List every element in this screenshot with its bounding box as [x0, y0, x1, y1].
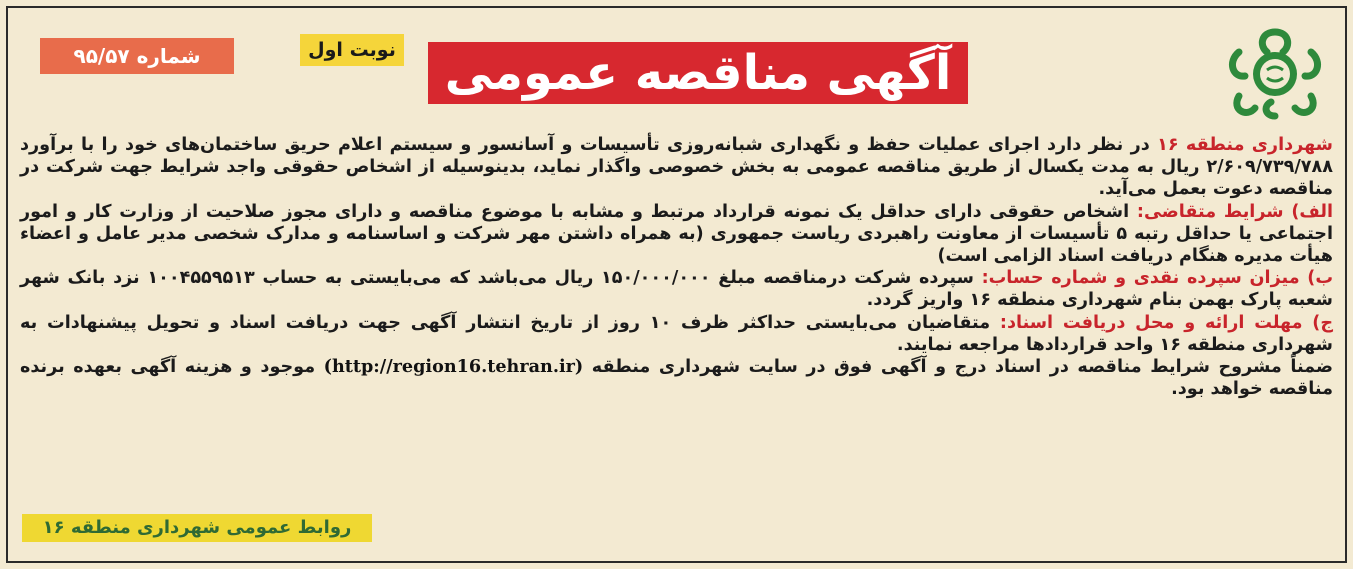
notice-title: آگهی مناقصه عمومی: [444, 45, 952, 101]
section-heading: ج) مهلت ارائه و محل دریافت اسناد:: [999, 312, 1334, 333]
publication-round-badge: نوبت اول: [300, 34, 404, 66]
intro-text: در نظر دارد اجرای عملیات حفظ و نگهداری شبانه‌روزی تأسیسات و آسانسور و سیستم اعلام حریق ساختمان‌های خود را با برآورد ۲/۶۰۹/۷۳۹/۷۸۸ ریال به مدت یکسال از طریق مناقصه عمومی به بخش خصوصی واگذار نماید، بدینوسیله از اشخاص حقوقی واجد شرایط جهت شرکت در مناقصه دعوت بعمل می‌آید.: [20, 135, 1333, 200]
section-heading: ب) میزان سپرده نقدی و شماره حساب:: [981, 268, 1334, 289]
tehran-municipality-logo-icon: [1219, 26, 1331, 122]
title-banner: [428, 42, 968, 104]
notice-number-badge: شماره ۹۵/۵۷: [40, 38, 234, 74]
notice-body: [20, 134, 1333, 400]
section-deadline: [20, 312, 1333, 356]
org-name: شهرداری منطقه ۱۶: [1157, 135, 1333, 155]
section-text: سپرده شرکت درمناقصه مبلغ ۱۵۰/۰۰۰/۰۰۰ ریال می‌باشد که می‌بایستی به حساب ۱۰۰۴۵۵۹۵۱۳ نزد بانک شهر شعبه پارک بهمن بنام شهرداری منطقه ۱۶ واریز گردد.: [20, 268, 1333, 311]
intro-paragraph: [20, 134, 1333, 201]
section-text: اشخاص حقوقی دارای حداقل یک نمونه قرارداد مرتبط و مشابه با موضوع مناقصه و دارای مجوز صلاحیت از وزارت کار و امور اجتماعی یا حداقل رتبه ۵ تأسیسات از معاونت راهبردی ریاست جمهوری (به همراه داشتن مهر شرکت و اساسنامه و مدارک شخصی مدیر عامل و اعضاء هیأت مدیره هنگام دریافت اسناد الزامی است): [20, 201, 1333, 267]
section-text: متقاضیان می‌بایستی حداکثر ظرف ۱۰ روز از تاریخ انتشار آگهی جهت دریافت اسناد و تحویل پیشنهادات به شهرداری منطقه ۱۶ واحد قراردادها مراجعه نمایند.: [20, 312, 1333, 355]
website-link[interactable]: (http://region16.tehran.ir): [323, 356, 584, 378]
closing-text-before: ضمناً مشروح شرایط مناقصه در اسناد درج و آگهی فوق در سایت شهرداری منطقه: [583, 357, 1333, 378]
closing-text-after: موجود و هزینه آگهی بعهده برنده مناقصه خواهد بود.: [20, 357, 1333, 400]
public-relations-signature: روابط عمومی شهرداری منطقه ۱۶: [22, 514, 372, 542]
section-deposit: [20, 267, 1333, 311]
section-heading: الف) شرایط متقاضی:: [1136, 201, 1333, 222]
section-conditions: [20, 201, 1333, 268]
closing-paragraph: [20, 356, 1333, 400]
